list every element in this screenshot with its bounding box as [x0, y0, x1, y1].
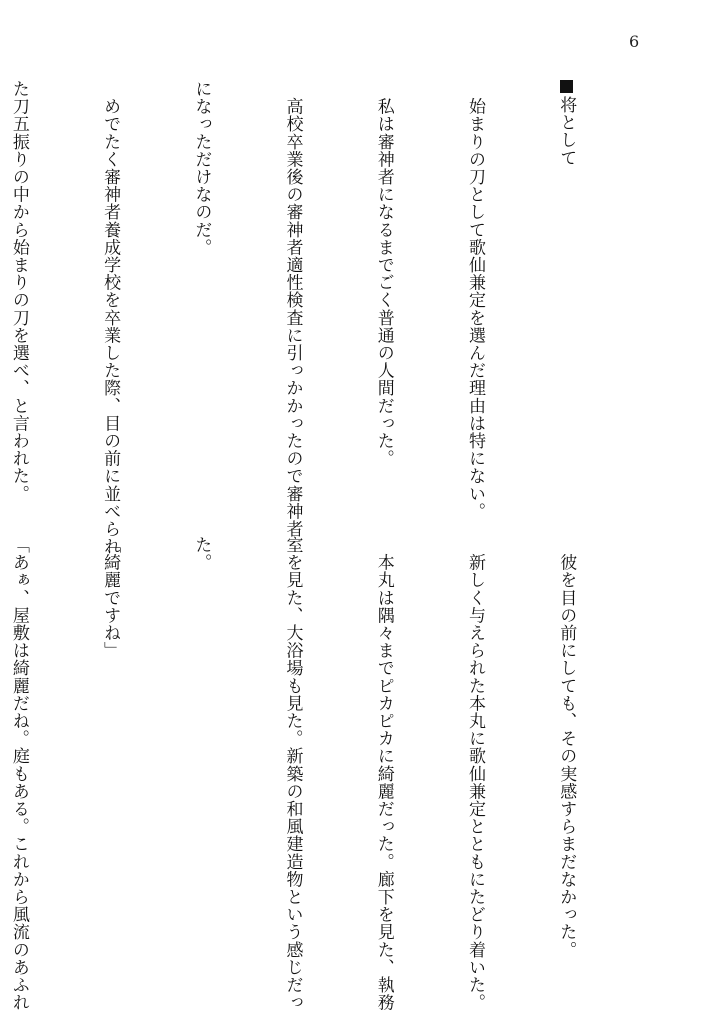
text-line: めでたく審神者養成学校を卒業した際、目の前に並べられ — [100, 80, 121, 556]
text-line: 新しく与えられた本丸に歌仙兼定とともにたどり着いた。 — [464, 536, 485, 1012]
upper-text-block — [8, 80, 642, 556]
text-line: 彼を目の前にしても、その実感すらまだなかった。 — [556, 536, 577, 959]
text-line: 私は審神者になるまでごく普通の人間だった。 — [373, 80, 394, 468]
text-line: になっただけなのだ。 — [191, 80, 212, 256]
section-heading — [551, 80, 581, 500]
text-line: た。 — [191, 536, 212, 572]
page-number: 6 — [629, 32, 640, 51]
text-line: 室を見た、大浴場も見た。新築の和風建造物という感じだっ — [282, 536, 303, 1012]
text-line: 「あぁ、屋敷は綺麗だね。庭もある。これから風流のあふれ — [8, 536, 29, 1012]
section-heading-text: 将として — [556, 96, 577, 167]
text-line: た刀五振りの中から始まりの刀を選べ、と言われた。 — [8, 80, 29, 503]
text-line: 高校卒業後の審神者適性検査に引っかかったので審神者 — [282, 80, 303, 538]
text-line: 「綺麗ですね」 — [100, 536, 121, 660]
text-line: 始まりの刀として歌仙兼定を選んだ理由は特にない。 — [464, 80, 485, 520]
text-line: 本丸は隅々までピカピカに綺麗だった。廊下を見た、執務 — [373, 536, 394, 1012]
lower-text-block — [8, 536, 642, 1012]
square-bullet-icon — [560, 80, 573, 93]
